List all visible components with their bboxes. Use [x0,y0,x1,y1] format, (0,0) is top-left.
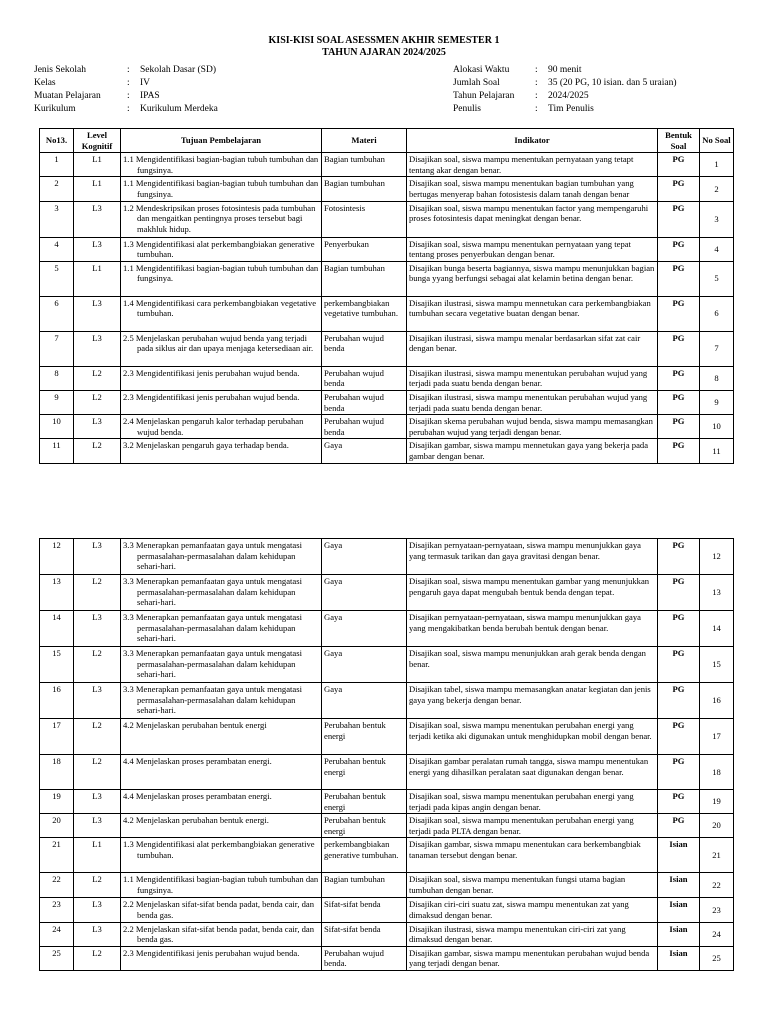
table-row [40,331,734,366]
cell-bentuk-soal: PG [658,390,700,414]
cell-indikator: Disajikan pernyataan-pernyataan, siswa mampu menunjukkan gaya yang termasuk tarikan dan gaya gravitasi dengan benar. [407,539,658,575]
cell-no: 7 [40,331,74,366]
cell-no-soal: 3 [700,201,734,237]
cell-bentuk-soal: Isian [658,922,700,946]
header-no: No13. [40,129,74,153]
cell-indikator: Disajikan skema perubahan wujud benda, siswa mampu memasangkan perubahan wujud yang terjadi dengan benar. [407,415,658,439]
cell-indikator: Disajikan ilustrasi, siswa mampu menentukan ciri-ciri zat yang dimaksud dengan benar. [407,922,658,946]
cell-tujuan-pembelajaran [121,755,322,790]
cell-level-kognitif: L3 [74,539,121,575]
cell-indikator: Disajikan soal, siswa mampu menentukan factor yang mempengaruhi proses fotosintesis dapat meningkat dengan benar. [407,201,658,237]
table-row [40,647,734,683]
cell-level-kognitif: L2 [74,755,121,790]
cell-tujuan-pembelajaran [121,390,322,414]
identity-value: IPAS [140,91,160,101]
table-row [40,719,734,755]
cell-materi: Gaya [322,611,407,647]
table-row [40,946,734,970]
cell-no: 5 [40,261,74,296]
cell-no: 10 [40,415,74,439]
cell-no: 19 [40,790,74,814]
cell-no: 6 [40,296,74,331]
table-row [40,439,734,463]
cell-no: 9 [40,390,74,414]
identity-block-left [34,64,218,116]
cell-bentuk-soal: PG [658,683,700,719]
cell-indikator: Disajikan ilustrasi, siswa mampu menentukan perubahan wujud yang terjadi pada suatu benda dengan benar. [407,366,658,390]
identity-row [34,64,218,77]
cell-no-soal: 1 [700,153,734,177]
cell-no-soal: 10 [700,415,734,439]
cell-indikator: Disajikan pernyataan-pernyataan, siswa mampu menunjukkan gaya yang mengakibatkan benda berubah bentuk dengan benar. [407,611,658,647]
kisi-kisi-table-page-1 [39,128,734,464]
cell-no-soal: 9 [700,390,734,414]
identity-value: Kurikulum Merdeka [140,104,218,114]
cell-bentuk-soal: PG [658,647,700,683]
cell-indikator: Disajikan gambar, siswa mmapu menentukan cara berkembangbiak tanaman tersebut dengan benar. [407,838,658,873]
cell-tujuan-pembelajaran [121,873,322,898]
cell-level-kognitif: L2 [74,873,121,898]
cell-tujuan-pembelajaran [121,683,322,719]
cell-bentuk-soal: PG [658,814,700,838]
tujuan-text: 1.1 Mengidentifikasi bagian-bagian tubuh tumbuhan dan fungsinya. [123,154,319,175]
tujuan-text: 1.1 Mengidentifikasi bagian-bagian tubuh tumbuhan dan fungsinya. [123,178,319,199]
cell-tujuan-pembelajaran [121,946,322,970]
cell-no-soal: 11 [700,439,734,463]
cell-no-soal: 4 [700,237,734,261]
tujuan-text: 3.3 Menerapkan pemanfaatan gaya untuk mengatasi permasalahan-permasalahan dalam kehidupan sehari-hari. [123,540,302,572]
cell-no-soal: 13 [700,575,734,611]
table-row [40,898,734,922]
cell-tujuan-pembelajaran [121,415,322,439]
identity-value: 2024/2025 [548,91,589,101]
cell-materi: Fotosintesis [322,201,407,237]
cell-no: 14 [40,611,74,647]
identity-label: Alokasi Waktu [453,65,510,75]
cell-no: 16 [40,683,74,719]
cell-bentuk-soal: PG [658,153,700,177]
cell-materi: Perubahan bentuk energi [322,719,407,755]
cell-materi: Perubahan wujud benda [322,366,407,390]
cell-no-soal: 5 [700,261,734,296]
table-row [40,755,734,790]
cell-indikator: Disajikan gambar, siswa mampu mennetukan gaya yang bekerja pada gambar dengan benar. [407,439,658,463]
table-row [40,296,734,331]
cell-no-soal: 6 [700,296,734,331]
cell-materi: Perubahan wujud benda [322,390,407,414]
cell-bentuk-soal: PG [658,539,700,575]
cell-bentuk-soal: PG [658,261,700,296]
cell-no: 12 [40,539,74,575]
cell-bentuk-soal: Isian [658,838,700,873]
cell-no-soal: 21 [700,838,734,873]
header-bentuk-soal: Bentuk Soal [658,129,700,153]
table-header-row [40,129,734,153]
cell-level-kognitif: L2 [74,575,121,611]
table-row [40,366,734,390]
identity-label: Muatan Pelajaran [34,91,101,101]
cell-bentuk-soal: PG [658,296,700,331]
identity-label: Kelas [34,78,56,88]
cell-level-kognitif: L2 [74,647,121,683]
header-materi: Materi [322,129,407,153]
tujuan-text: 4.2 Menjelaskan perubahan bentuk energi. [123,815,269,826]
cell-materi: Gaya [322,575,407,611]
cell-tujuan-pembelajaran [121,153,322,177]
cell-level-kognitif: L3 [74,814,121,838]
cell-level-kognitif: L2 [74,439,121,463]
table-row [40,683,734,719]
cell-bentuk-soal: PG [658,201,700,237]
tujuan-text: 3.3 Menerapkan pemanfaatan gaya untuk mengatasi permasalahan-permasalahan dalam kehidupan sehari-hari. [123,576,302,608]
table-row [40,838,734,873]
identity-separator: : [127,65,130,75]
cell-level-kognitif: L2 [74,366,121,390]
cell-indikator: Disajikan ilustrasi, siswa mampu mennetukan cara perkembangbiakan tumbuhan secara vegetative buatan dengan benar. [407,296,658,331]
header-tujuan-pembelajaran: Tujuan Pembelajaran [121,129,322,153]
cell-indikator: Disajikan soal, siswa mampu menentukan bagian tumbuhan yang bertugas menyerap bahan fotosistesis dalam tanah dengan benar [407,177,658,201]
table-row [40,390,734,414]
tujuan-text: 4.2 Menjelaskan perubahan bentuk energi [123,720,267,730]
identity-row [453,64,677,77]
identity-label: Tahun Pelajaran [453,91,515,101]
cell-no-soal: 19 [700,790,734,814]
identity-block-right [453,64,677,116]
cell-indikator: Disajikan soal, siswa mampu menentukan pernyataan yang tepat tentang proses penyerbukan dengan benar. [407,237,658,261]
table-row [40,611,734,647]
cell-indikator: Disajikan ilustrasi, siswa mampu menentukan perubahan wujud yang terjadi pada suatu benda dengan benar. [407,390,658,414]
cell-level-kognitif: L3 [74,201,121,237]
identity-value: Tim Penulis [548,104,594,114]
identity-separator: : [127,78,130,88]
cell-indikator: Disajikan soal, siswa mampu menentukan gambar yang menunjukkan pengaruh gaya dapat mengubah bentuk benda dengan tepat. [407,575,658,611]
cell-level-kognitif: L3 [74,296,121,331]
cell-materi: Bagian tumbuhan [322,177,407,201]
cell-no-soal: 14 [700,611,734,647]
identity-separator: : [535,65,538,75]
cell-indikator: Disajikan ilustrasi, siswa mampu menalar berdasarkan sifat zat cair dengan benar. [407,331,658,366]
identity-separator: : [127,91,130,101]
cell-level-kognitif: L3 [74,683,121,719]
kisi-kisi-table-page-2 [39,538,734,971]
cell-level-kognitif: L2 [74,719,121,755]
document-subtitle: TAHUN AJARAN 2024/2025 [322,47,446,58]
cell-materi: Bagian tumbuhan [322,261,407,296]
identity-separator: : [535,78,538,88]
table-row [40,177,734,201]
cell-materi: Gaya [322,539,407,575]
cell-no-soal: 20 [700,814,734,838]
table-row [40,201,734,237]
cell-level-kognitif: L3 [74,898,121,922]
cell-bentuk-soal: PG [658,177,700,201]
cell-no-soal: 15 [700,647,734,683]
table-row [40,575,734,611]
cell-tujuan-pembelajaran [121,898,322,922]
cell-materi: Bagian tumbuhan [322,873,407,898]
table-row [40,539,734,575]
identity-row [34,90,218,103]
cell-no-soal: 25 [700,946,734,970]
cell-tujuan-pembelajaran [121,922,322,946]
cell-tujuan-pembelajaran [121,647,322,683]
table-row [40,814,734,838]
cell-materi: Sifat-sifat benda [322,922,407,946]
identity-value: 35 (20 PG, 10 isian. dan 5 uraian) [548,78,677,88]
cell-level-kognitif: L1 [74,153,121,177]
cell-no-soal: 8 [700,366,734,390]
cell-no: 21 [40,838,74,873]
tujuan-text: 1.1 Mengidentifikasi bagian-bagian tubuh tumbuhan dan fungsinya. [123,874,319,895]
table-row [40,261,734,296]
cell-materi: Perubahan bentuk energi [322,755,407,790]
cell-tujuan-pembelajaran [121,237,322,261]
tujuan-text: 3.2 Menjelaskan pengaruh gaya terhadap benda. [123,440,289,451]
cell-level-kognitif: L3 [74,331,121,366]
cell-bentuk-soal: Isian [658,946,700,970]
cell-tujuan-pembelajaran [121,366,322,390]
tujuan-text: 4.4 Menjelaskan proses perambatan energi. [123,756,272,766]
tujuan-text: 1.3 Mengidentifikasi alat perkembangbiakan generative tumbuhan. [123,839,315,860]
cell-bentuk-soal: PG [658,611,700,647]
tujuan-text: 1.1 Mengidentifikasi bagian-bagian tubuh tumbuhan dan fungsinya. [123,262,319,284]
identity-label: Kurikulum [34,104,76,114]
header-indikator: Indikator [407,129,658,153]
cell-no: 17 [40,719,74,755]
cell-indikator: Disajikan soal, siswa mampu menentukan perubahan energi yang terjadi pada PLTA dengan benar. [407,814,658,838]
identity-separator: : [535,91,538,101]
table-row [40,790,734,814]
cell-materi: Perubahan wujud benda. [322,946,407,970]
cell-tujuan-pembelajaran [121,261,322,296]
tujuan-text: 1.3 Mengidentifikasi alat perkembangbiakan generative tumbuhan. [123,238,315,260]
tujuan-text: 4.4 Menjelaskan proses perambatan energi. [123,791,272,801]
tujuan-text: 2.3 Mengidentifikasi jenis perubahan wujud benda. [123,367,300,378]
identity-label: Penulis [453,104,481,114]
cell-materi: Perubahan wujud benda [322,415,407,439]
cell-bentuk-soal: PG [658,415,700,439]
cell-no: 20 [40,814,74,838]
identity-separator: : [535,104,538,114]
header-no-soal: No Soal [700,129,734,153]
cell-level-kognitif: L2 [74,390,121,414]
cell-tujuan-pembelajaran [121,719,322,755]
cell-tujuan-pembelajaran [121,790,322,814]
cell-no-soal: 12 [700,539,734,575]
identity-row [34,77,218,90]
tujuan-text: 3.3 Menerapkan pemanfaatan gaya untuk mengatasi permasalahan-permasalahan dalam kehidupan sehari-hari. [123,612,302,644]
cell-materi: Bagian tumbuhan [322,153,407,177]
table-row [40,153,734,177]
cell-tujuan-pembelajaran [121,296,322,331]
identity-separator: : [127,104,130,114]
cell-materi: Perubahan bentuk energi [322,814,407,838]
cell-no: 11 [40,439,74,463]
cell-materi: Perubahan bentuk energi [322,790,407,814]
cell-no: 15 [40,647,74,683]
cell-no-soal: 7 [700,331,734,366]
tujuan-text: 3.3 Menerapkan pemanfaatan gaya untuk mengatasi permasalahan-permasalahan dalam kehidupan sehari-hari. [123,684,302,716]
cell-level-kognitif: L2 [74,946,121,970]
cell-level-kognitif: L3 [74,922,121,946]
cell-no: 18 [40,755,74,790]
cell-bentuk-soal: PG [658,237,700,261]
cell-bentuk-soal: PG [658,790,700,814]
cell-materi: Gaya [322,647,407,683]
cell-no: 8 [40,366,74,390]
cell-level-kognitif: L1 [74,177,121,201]
cell-no-soal: 18 [700,755,734,790]
cell-indikator: Disajikan soal, siswa mampu menentukan pernyataan yang tetapt tentang akar dengan benar. [407,153,658,177]
cell-materi: Gaya [322,439,407,463]
cell-no: 24 [40,922,74,946]
cell-no-soal: 24 [700,922,734,946]
identity-row [453,90,677,103]
cell-tujuan-pembelajaran [121,611,322,647]
identity-value: Sekolah Dasar (SD) [140,65,216,75]
cell-level-kognitif: L1 [74,261,121,296]
cell-bentuk-soal: Isian [658,898,700,922]
cell-indikator: Disajikan ciri-ciri suatu zat, siswa mampu menentukan zat yang dimaksud dengan benar. [407,898,658,922]
tujuan-text: 2.3 Mengidentifikasi jenis perubahan wujud benda. [123,947,300,958]
cell-no-soal: 2 [700,177,734,201]
header-level-kognitif: Level Kognitif [74,129,121,153]
cell-no: 2 [40,177,74,201]
cell-materi: Perubahan wujud benda [322,331,407,366]
table-row [40,873,734,898]
cell-materi: Penyerbukan [322,237,407,261]
cell-tujuan-pembelajaran [121,439,322,463]
tujuan-text: 1.2 Mendeskripsikan proses fotosintesis pada tumbuhan dan mengaitkan pentingnya proses tersebut bagi makhluk hidup. [123,202,316,234]
cell-level-kognitif: L3 [74,611,121,647]
cell-materi: perkembangbiakan generative tumbuhan. [322,838,407,873]
cell-no: 23 [40,898,74,922]
tujuan-text: 1.4 Mengidentifikasi cara perkembangbiakan vegetative tumbuhan. [123,297,317,319]
cell-level-kognitif: L3 [74,790,121,814]
cell-level-kognitif: L1 [74,838,121,873]
tujuan-text: 2.2 Menjelaskan sifat-sifat benda padat, benda cair, dan benda gas. [123,899,315,920]
cell-tujuan-pembelajaran [121,539,322,575]
cell-no-soal: 16 [700,683,734,719]
cell-no: 4 [40,237,74,261]
cell-no-soal: 17 [700,719,734,755]
identity-label: Jumlah Soal [453,78,500,88]
cell-indikator: Disajikan soal, siswa mampu menentukan perubahan energi yang terjadi pada kipas angin dengan benar. [407,790,658,814]
identity-row [453,103,677,116]
cell-indikator: Disajikan tabel, siswa mampu memasangkan anatar kegiatan dan jenis gaya yang bekerja dengan benar. [407,683,658,719]
cell-bentuk-soal: Isian [658,873,700,898]
cell-indikator: Disajikan gambar, siswa mampu menentukan perubahan wujud benda yang terjadi dengan benar. [407,946,658,970]
identity-value: 90 menit [548,65,582,75]
cell-level-kognitif: L3 [74,237,121,261]
table-row [40,237,734,261]
cell-no: 25 [40,946,74,970]
identity-value: IV [140,78,151,88]
cell-bentuk-soal: PG [658,439,700,463]
tujuan-text: 2.3 Mengidentifikasi jenis perubahan wujud benda. [123,391,300,402]
cell-indikator: Disajikan soal, siswa mampu menunjukkan arah gerak benda dengan benar. [407,647,658,683]
cell-tujuan-pembelajaran [121,575,322,611]
cell-indikator: Disajikan gambar peralatan rumah tangga, siswa mampu menentukan energi yang dihasilkan peralatan saat digunakan dengan benar. [407,755,658,790]
cell-tujuan-pembelajaran [121,838,322,873]
cell-indikator: Disajikan soal, siswa mampu menentukan perubahan energi yang terjadi ketika aki digunakan untuk menghidupkan mobil dengan benar. [407,719,658,755]
tujuan-text: 2.5 Menjelaskan perubahan wujud benda yang terjadi pada siklus air dan upaya menjaga ketersediaan air. [123,332,314,354]
cell-no: 22 [40,873,74,898]
cell-materi: perkembangbiakan vegetative tumbuhan. [322,296,407,331]
cell-no: 13 [40,575,74,611]
identity-row [453,77,677,90]
document-title: KISI-KISI SOAL ASESSMEN AKHIR SEMESTER 1 [268,35,500,46]
table-row [40,922,734,946]
cell-bentuk-soal: PG [658,331,700,366]
cell-indikator: Disajikan bunga beserta bagiannya, siswa mampu menunjukkan bagian bunga yyang berfungsi sebagai alat kelamin betina dengan benar. [407,261,658,296]
cell-no-soal: 23 [700,898,734,922]
cell-indikator: Disajikan soal, siswa mampu menentukan fungsi utama bagian tumbuhan dengan benar. [407,873,658,898]
cell-level-kognitif: L3 [74,415,121,439]
cell-bentuk-soal: PG [658,366,700,390]
cell-bentuk-soal: PG [658,719,700,755]
tujuan-text: 2.2 Menjelaskan sifat-sifat benda padat, benda cair, dan benda gas. [123,923,315,945]
cell-tujuan-pembelajaran [121,177,322,201]
tujuan-text: 3.3 Menerapkan pemanfaatan gaya untuk mengatasi permasalahan-permasalahan dalam kehidupan sehari-hari. [123,648,302,680]
cell-materi: Gaya [322,683,407,719]
tujuan-text: 2.4 Menjelaskan pengaruh kalor terhadap perubahan wujud benda. [123,416,304,437]
cell-tujuan-pembelajaran [121,201,322,237]
cell-no: 3 [40,201,74,237]
cell-tujuan-pembelajaran [121,814,322,838]
cell-tujuan-pembelajaran [121,331,322,366]
cell-bentuk-soal: PG [658,575,700,611]
table-row [40,415,734,439]
identity-row [34,103,218,116]
cell-materi: Sifat-sifat benda [322,898,407,922]
cell-bentuk-soal: PG [658,755,700,790]
cell-no-soal: 22 [700,873,734,898]
cell-no: 1 [40,153,74,177]
identity-label: Jenis Sekolah [34,65,86,75]
